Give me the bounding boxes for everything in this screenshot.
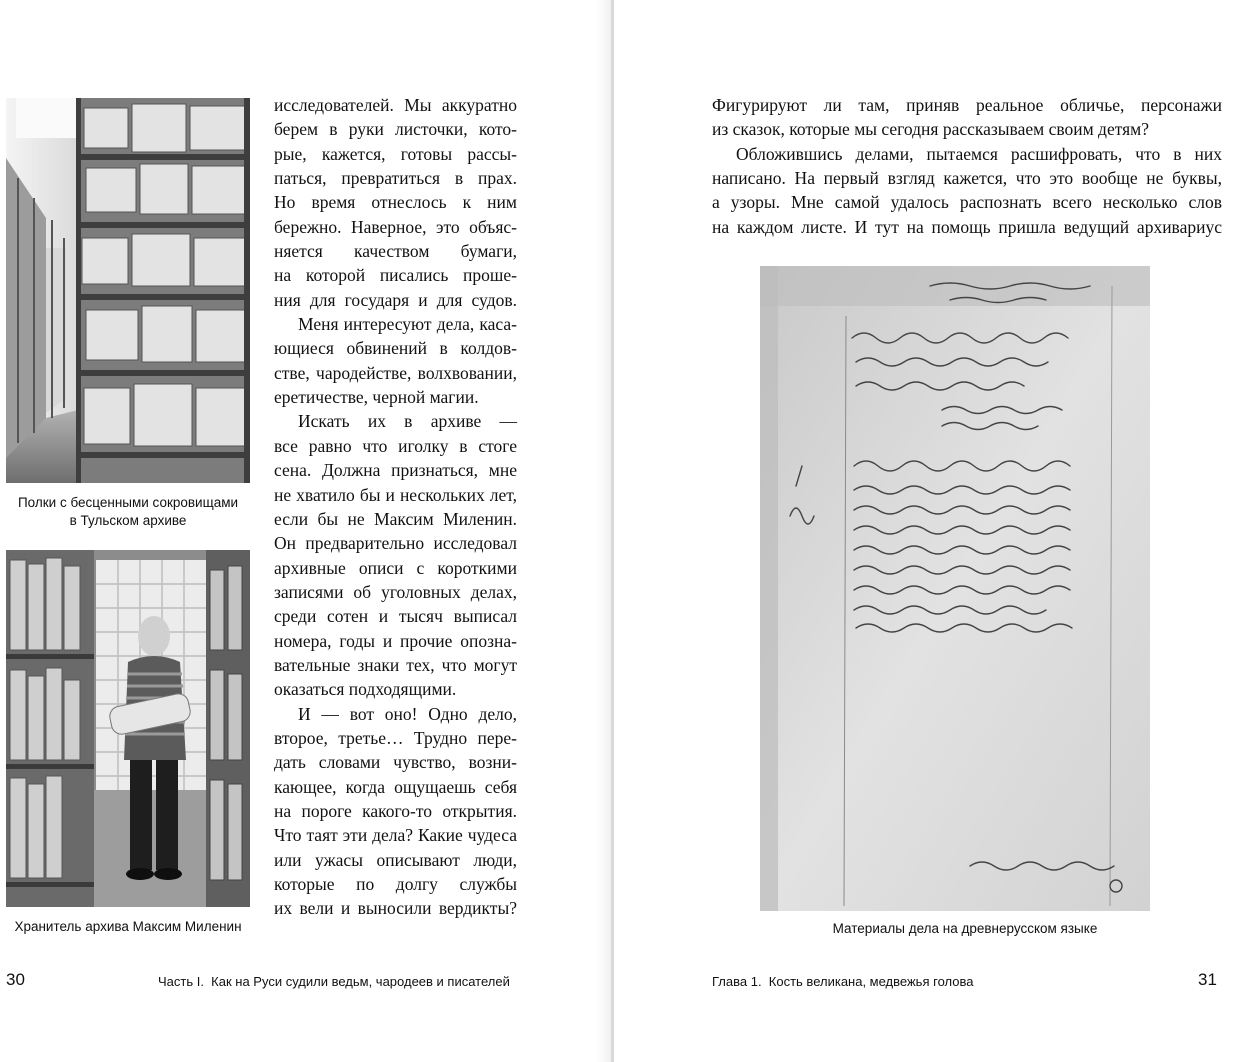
- text-line: няется качеством бумаги,: [274, 241, 517, 262]
- text-line: среди сотен и тысяч выписал: [274, 606, 517, 627]
- text-line: Он предварительно исследовал: [274, 533, 517, 554]
- text-line: на пороге какого-то открытия.: [274, 800, 517, 821]
- right-text-column: [712, 93, 1222, 239]
- text-line: берем в руки листочки, кото-: [274, 119, 517, 140]
- text-line: И — вот оно! Одно дело,: [298, 703, 517, 724]
- text-line: если бы не Максим Миленин.: [274, 508, 517, 529]
- archive-shelves-photo: [6, 98, 250, 483]
- text-line: стве, чародействе, волхвовании,: [274, 362, 517, 383]
- archivist-photo: [6, 550, 250, 907]
- right-paragraph-1: [712, 93, 1222, 142]
- text-line: кающее, когда ощущаешь себя: [274, 776, 517, 797]
- text-line: паться, превратиться в прах.: [274, 168, 517, 189]
- text-line: Меня интересуют дела, каса-: [298, 314, 517, 335]
- text-line: Обложившись делами, пытаемся расшифровать, что в них: [736, 143, 1222, 164]
- right-page-number: 31: [1198, 970, 1217, 989]
- right-paragraph-2: [712, 142, 1222, 239]
- left-paragraph-4: [274, 702, 517, 921]
- text-line: бережно. Наверное, это объяс-: [274, 216, 517, 237]
- archive-shelves-illustration: [6, 98, 250, 483]
- manuscript-caption: Материалы дела на древнерусском языке: [832, 921, 1098, 936]
- text-line: архивные описи с короткими: [274, 557, 517, 578]
- right-page: [614, 0, 1236, 1062]
- text-line: исследователей. Мы аккуратно: [274, 95, 517, 115]
- text-line: или ужасы описывают люди,: [274, 849, 517, 870]
- text-line: оказаться подходящими.: [274, 679, 457, 700]
- left-page-number: 30: [6, 970, 25, 989]
- text-line: записями об уголовных делах,: [274, 581, 517, 602]
- text-line: Искать их в архиве —: [298, 411, 517, 432]
- text-line: ющиеся обвинений в колдов-: [274, 338, 517, 359]
- left-paragraph-3: [274, 409, 517, 701]
- photo1-caption: [4, 494, 252, 530]
- archivist-illustration: [6, 550, 250, 907]
- text-line: рые, кажется, готовы рассы-: [274, 143, 517, 164]
- text-line: второе, третье… Трудно пере-: [274, 727, 517, 748]
- left-running-head: Часть I. Как на Руси судили ведьм, чародеев и писателей: [158, 974, 510, 989]
- text-line: на каждом листе. И тут на помощь пришла ведущий архивариус: [712, 216, 1222, 237]
- text-line: на которой писались проше-: [274, 265, 517, 286]
- text-line: еретичестве, черной магии.: [274, 387, 479, 408]
- left-paragraph-2: [274, 312, 517, 409]
- text-line: Но время отнеслось к ним: [274, 192, 517, 213]
- text-line: сена. Должна признаться, мне: [274, 460, 517, 481]
- text-line: написано. На первый взгляд кажется, что это вообще не буквы,: [712, 168, 1222, 189]
- photo1-caption-line2: в Тульском архиве: [69, 513, 187, 528]
- photo1-caption-line1: Полки с бесценными сокровищами: [17, 495, 239, 510]
- manuscript-illustration: [760, 266, 1150, 911]
- text-line: все равно что иголку в стоге: [274, 435, 517, 456]
- text-line: из сказок, которые мы сегодня рассказываем своим детям?: [712, 119, 1150, 140]
- text-line: ния для государя и для судов.: [274, 289, 517, 310]
- text-line: не хватило бы и нескольких лет,: [274, 484, 517, 505]
- text-line: их вели и выносили вердикты?: [274, 898, 517, 919]
- text-line: которые по долгу службы: [274, 874, 517, 894]
- left-text-column: [274, 93, 517, 921]
- text-line: а узоры. Мне самой удалось распознать всего несколько слов: [712, 192, 1222, 213]
- text-line: Что таят эти дела? Какие чудеса: [274, 825, 517, 846]
- manuscript-photo: [760, 266, 1150, 911]
- text-line: дать словами чувство, возни-: [274, 752, 517, 773]
- text-line: Фигурируют ли там, приняв реальное обличье, персонажи: [712, 95, 1222, 115]
- left-paragraph-1: [274, 93, 517, 312]
- photo2-caption: Хранитель архива Максим Миленин: [14, 919, 242, 934]
- left-page: [0, 0, 611, 1062]
- text-line: вательные знаки тех, что могут: [274, 654, 517, 675]
- text-line: номера, годы и прочие опозна-: [274, 630, 517, 651]
- right-running-head: Глава 1. Кость великана, медвежья голова: [712, 974, 974, 989]
